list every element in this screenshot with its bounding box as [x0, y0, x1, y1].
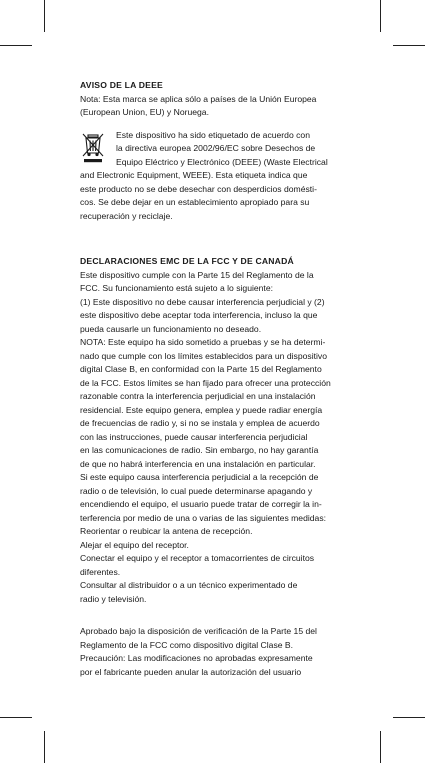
crop-mark-left-bottom [0, 717, 32, 718]
weee-body-line: este producto no se debe desechar con desperdicios domésti- [80, 183, 317, 194]
fcc-line: radio o de televisión, lo cual puede determinarse apagando y [80, 485, 313, 496]
weee-note-line: Nota: Esta marca se aplica sólo a países de la Unión Europea [80, 93, 317, 104]
fcc-line: Reorientar o reubicar la antena de recepción. [80, 526, 253, 536]
fcc-line: Consultar al distribuidor o a un técnico experimentado de [80, 580, 298, 590]
fcc-line: radio y televisión. [80, 593, 147, 604]
crop-mark-top-right [380, 0, 381, 32]
weee-body-line: cos. Se debe dejar en un establecimiento apropiado para su [80, 197, 310, 207]
document-body [80, 79, 348, 679]
fcc-line: diferentes. [80, 566, 121, 577]
fcc-line: NOTA: Este equipo ha sido sometido a pruebas y se ha determi- [80, 337, 326, 347]
crop-mark-top-left [44, 0, 45, 32]
fcc-line: con las instrucciones, puede causar interferencia perjudicial [80, 431, 308, 442]
weee-note-line: (European Union, EU) y Noruega. [80, 107, 209, 117]
fcc-line: encendiendo el equipo, el usuario puede tratar de corregir la in- [80, 499, 322, 509]
weee-body-line: la directiva europea 2002/96/EC sobre Desechos de [116, 143, 316, 153]
fcc-approval-line: Reglamento de la FCC como dispositivo digital Clase B. [80, 639, 294, 650]
fcc-section [80, 255, 348, 679]
fcc-heading: DECLARACIONES EMC DE LA FCC Y DE CANADÁ [80, 256, 294, 266]
weee-body-line: recuperación y reciclaje. [80, 210, 173, 221]
weee-heading: AVISO DE LA DEEE [80, 80, 163, 90]
fcc-line: residencial. Este equipo genera, emplea y puede radiar energía [80, 404, 323, 415]
weee-statement [80, 129, 348, 224]
crop-mark-bottom-right [380, 731, 381, 763]
fcc-line: (1) Este dispositivo no debe causar interferencia perjudicial y (2) [80, 296, 325, 307]
section-spacer [80, 223, 348, 242]
fcc-line: de la FCC. Estos límites se han fijado para ofrecer una protección [80, 377, 331, 388]
weee-body-line: Este dispositivo ha sido etiquetado de acuerdo con [116, 129, 310, 140]
fcc-line: Este dispositivo cumple con la Parte 15 del Reglamento de la [80, 269, 314, 280]
fcc-line: digital Clase B, en conformidad con la Parte 15 del Reglamento [80, 364, 322, 374]
fcc-line: Alejar el equipo del receptor. [80, 539, 189, 550]
fcc-line: FCC. Su funcionamiento está sujeto a lo siguiente: [80, 283, 273, 293]
fcc-line: Conectar el equipo y el receptor a tomacorrientes de circuitos [80, 553, 315, 563]
weee-body-line: and Electronic Equipment, WEEE). Esta etiqueta indica que [80, 170, 308, 180]
paragraph-spacer [80, 606, 348, 625]
fcc-line: de que no habrá interferencia en una instalación en particular. [80, 458, 316, 469]
fcc-line: pueda causarle un funcionamiento no deseado. [80, 323, 262, 334]
crop-mark-right-bottom [393, 717, 425, 718]
fcc-line: nado que cumple con los límites establecidos para un dispositivo [80, 350, 327, 361]
crop-mark-bottom-left [44, 731, 45, 763]
fcc-line: terferencia por medio de una o varias de las siguientes medidas: [80, 512, 327, 523]
fcc-line: este dispositivo debe aceptar toda interferencia, incluso la que [80, 310, 318, 320]
fcc-approval-line: Aprobado bajo la disposición de verificación de la Parte 15 del [80, 626, 317, 636]
fcc-approval-line: por el fabricante pueden anular la autorización del usuario [80, 666, 302, 677]
crossed-out-wheelie-bin-icon [80, 130, 106, 164]
fcc-line: en las comunicaciones de radio. Sin embargo, no hay garantía [80, 445, 319, 455]
crop-mark-right-top [393, 45, 425, 46]
crop-mark-left-top [0, 45, 32, 46]
weee-section [80, 79, 348, 223]
fcc-line: razonable contra la interferencia perjudicial en una instalación [80, 391, 316, 401]
fcc-approval-line: Precaución: Las modificaciones no aprobadas expresamente [80, 653, 313, 663]
fcc-line: de frecuencias de radio y, si no se instala y emplea de acuerdo [80, 418, 320, 428]
fcc-line: Si este equipo causa interferencia perjudicial a la recepción de [80, 472, 319, 482]
weee-body-line: Equipo Eléctrico y Electrónico (DEEE) (Waste Electrical [116, 156, 328, 167]
section-spacer [80, 242, 348, 255]
